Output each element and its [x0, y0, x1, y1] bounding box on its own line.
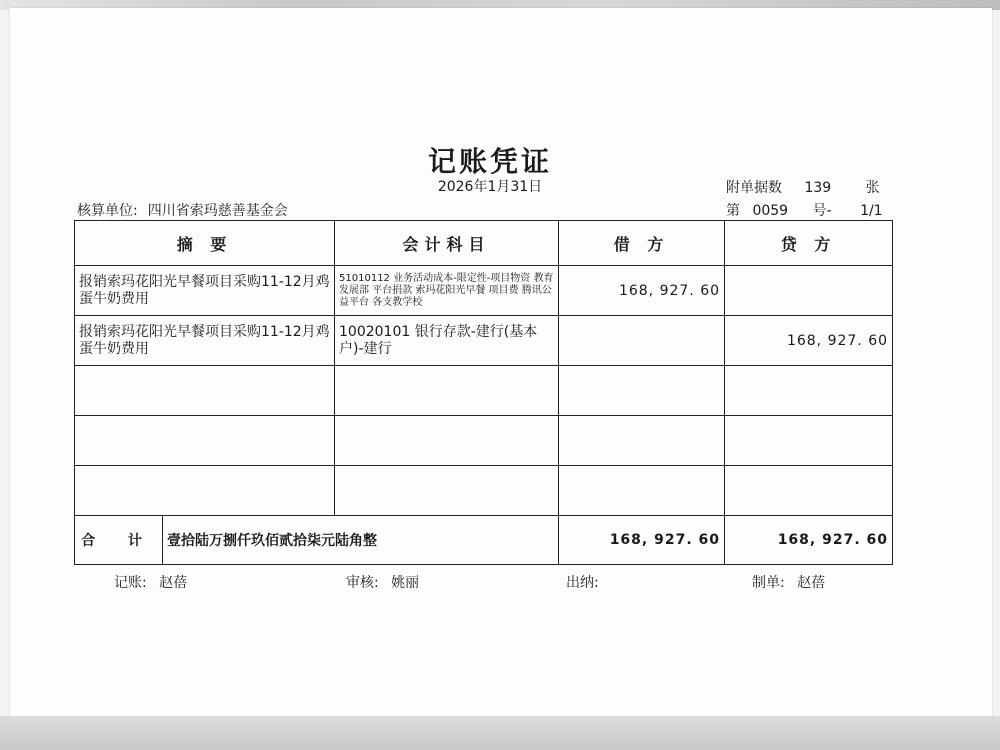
table-row-empty — [75, 366, 893, 416]
empty-cell — [559, 416, 725, 466]
total-credit: 168, 927. 60 — [725, 516, 893, 565]
preparer-name: 赵蓓 — [797, 575, 826, 591]
empty-cell — [559, 366, 725, 416]
number-prefix: 第 — [726, 203, 740, 219]
header-summary: 摘 要 — [75, 221, 335, 266]
total-debit: 168, 927. 60 — [559, 516, 725, 565]
cashier — [566, 572, 607, 592]
header-account: 会计科目 — [335, 221, 559, 266]
total-label: 合 计 — [75, 516, 163, 565]
cashier-label: 出纳: — [566, 575, 599, 591]
empty-cell — [335, 366, 559, 416]
unit-label: 核算单位: — [77, 203, 138, 219]
scan-edge-bottom — [0, 716, 1000, 750]
row-debit — [559, 316, 725, 366]
header-debit: 借 方 — [559, 221, 725, 266]
preparer — [752, 572, 825, 592]
reviewer-name: 姚丽 — [391, 575, 420, 591]
table-header — [75, 221, 893, 266]
total-row — [75, 516, 893, 565]
number-value: 0059 — [752, 203, 789, 219]
preparer-label: 制单: — [752, 575, 785, 591]
attachments-label: 附单据数 — [726, 180, 782, 196]
table-row — [75, 266, 893, 316]
empty-cell — [725, 366, 893, 416]
number-suffix: 号- — [812, 203, 832, 219]
empty-cell — [335, 466, 559, 516]
voucher-table — [74, 220, 893, 565]
table-row-empty — [75, 416, 893, 466]
accounting-unit — [77, 200, 288, 220]
page-indicator: 1/1 — [860, 203, 883, 219]
reviewer — [346, 572, 419, 592]
total-amount-words: 壹拾陆万捌仟玖佰贰拾柒元陆角整 — [163, 516, 559, 565]
voucher-number — [726, 200, 883, 220]
empty-cell — [335, 416, 559, 466]
voucher-date: 2026年1月31日 — [437, 179, 543, 195]
row-summary: 报销索玛花阳光早餐项目采购11-12月鸡蛋牛奶费用 — [75, 266, 335, 316]
empty-cell — [725, 466, 893, 516]
row-account: 10020101 银行存款-建行(基本户)-建行 — [335, 316, 559, 366]
table-row-empty — [75, 466, 893, 516]
empty-cell — [75, 466, 335, 516]
empty-cell — [75, 416, 335, 466]
row-credit: 168, 927. 60 — [725, 316, 893, 366]
empty-cell — [725, 416, 893, 466]
unit-name: 四川省索玛慈善基金会 — [147, 203, 288, 219]
attachments-count — [726, 177, 880, 197]
header-credit: 贷 方 — [725, 221, 893, 266]
bookkeeper-label: 记账: — [114, 575, 147, 591]
row-credit — [725, 266, 893, 316]
row-summary: 报销索玛花阳光早餐项目采购11-12月鸡蛋牛奶费用 — [75, 316, 335, 366]
voucher-title: 记账凭证 — [427, 145, 552, 178]
reviewer-label: 审核: — [346, 575, 379, 591]
attachments-unit: 张 — [865, 180, 880, 196]
empty-cell — [559, 466, 725, 516]
attachments-value: 139 — [804, 180, 832, 196]
row-debit: 168, 927. 60 — [559, 266, 725, 316]
empty-cell — [75, 366, 335, 416]
row-account: 51010112 业务活动成本-限定性-项目物资 教育发展部 平台捐款 索玛花阳光早餐 项目费 腾讯公益平台 各支教学校 — [335, 266, 559, 316]
bookkeeper-name: 赵蓓 — [159, 575, 188, 591]
bookkeeper — [114, 572, 187, 592]
table-row — [75, 316, 893, 366]
